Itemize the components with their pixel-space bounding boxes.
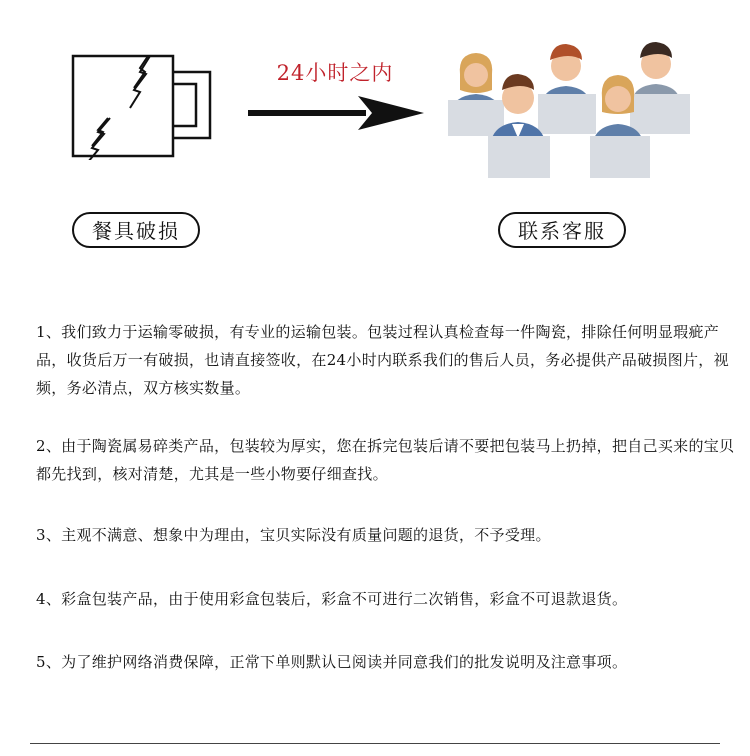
customer-service-agents-icon [440, 38, 700, 183]
right-arrow-icon [246, 88, 426, 138]
note-1: 1、我们致力于运输零破损，有专业的运输包装。包装过程认真检查每一件陶瓷，排除任何明显瑕疵产品，收货后万一有破损，也请直接签收，在24小时内联系我们的售后人员，务必提供产品破损图片，视频，务必清点，双方核实数量。 [36, 323, 729, 397]
agent-back-mid [538, 44, 596, 134]
contact-service-label: 联系客服 [498, 212, 626, 248]
note-5: 5、为了维护网络消费保障，正常下单则默认已阅读并同意我们的批发说明及注意事项。 [36, 653, 628, 671]
agent-back-right [630, 42, 690, 134]
note-3: 3、主观不满意、想象中为理由，宝贝实际没有质量问题的退货，不予受理。 [36, 526, 551, 544]
note-4: 4、彩盒包装产品，由于使用彩盒包装后，彩盒不可进行二次销售，彩盒不可退款退货。 [36, 590, 628, 608]
agent-back-left [448, 53, 504, 136]
note-2: 2、由于陶瓷属易碎类产品，包装较为厚实，您在拆完包装后请不要把包装马上扔掉，把自己买来的宝贝都先找到，核对清楚，尤其是一些小物要仔细查找。 [36, 437, 735, 483]
bottom-divider [30, 743, 720, 744]
broken-cup-icon [70, 50, 220, 160]
broken-tableware-label: 餐具破损 [72, 212, 200, 248]
arrow-label: 24小时之内 [276, 61, 394, 85]
